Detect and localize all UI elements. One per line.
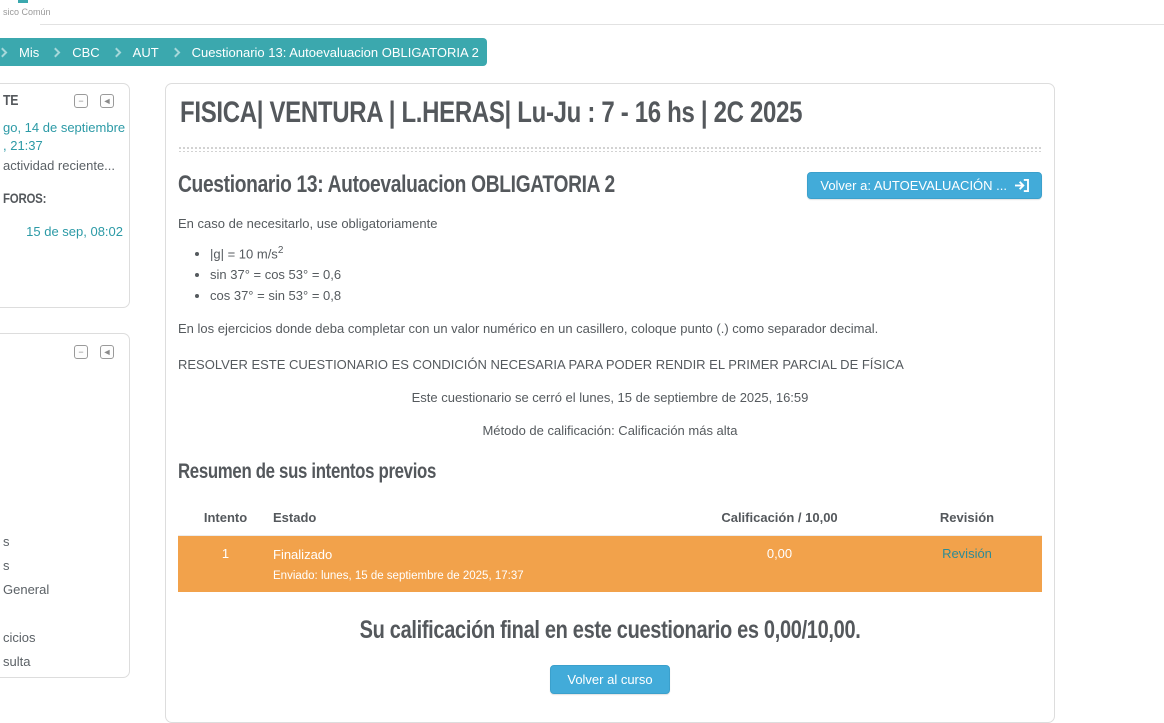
site-logo-fragment xyxy=(18,0,28,3)
list-item: • sin 37° = cos 53° = 0,6 xyxy=(210,264,1042,285)
breadcrumb-item-current: Cuestionario 13: Autoevaluacion OBLIGATORIA 2 xyxy=(191,44,479,60)
main-content-card xyxy=(165,83,1055,723)
quiz-title: Cuestionario 13: Autoevaluacion OBLIGATORIA 2 xyxy=(178,171,615,198)
table-row xyxy=(178,536,1042,592)
back-to-autoevaluacion-button[interactable] xyxy=(807,172,1042,199)
col-header-revision: Revisión xyxy=(939,510,995,526)
collapse-block-icon[interactable]: − xyxy=(74,94,88,108)
dock-block-icon[interactable]: ◄ xyxy=(100,345,114,359)
activity-text-line: actividad reciente... xyxy=(3,158,116,173)
attempt-submitted-date: Enviado: lunes, 15 de septiembre de 2025, 17:37 xyxy=(273,570,524,583)
sidebar-block-recent-activity xyxy=(0,83,130,308)
intro-text: En caso de necesitarlo, use obligatoriamente xyxy=(178,216,438,231)
sign-in-icon xyxy=(1014,179,1029,192)
header-divider xyxy=(40,24,1164,25)
decimal-separator-note: En los ejercicios donde deba completar con un valor numérico en un casillero, coloque punto (.) como separador decimal. xyxy=(178,321,879,337)
grading-method-info: Método de calificación: Calificación más alta xyxy=(482,423,738,439)
final-grade-text: Su calificación final en este cuestionario es 0,00/10,00. xyxy=(359,616,861,645)
chevron-right-icon xyxy=(0,47,7,57)
nav-item[interactable]: cicios xyxy=(3,630,36,645)
attempt-grade: 0,00 xyxy=(766,546,793,562)
nav-item[interactable]: General xyxy=(3,582,50,597)
attempt-state: Finalizado xyxy=(273,547,333,563)
col-header-intento: Intento xyxy=(203,510,248,526)
attempt-state-cell xyxy=(273,546,667,582)
list-item: • |g| = 10 $m/s^2$ xyxy=(210,240,1042,264)
back-button-label: Volver a: AUTOEVALUACIÓN ... xyxy=(820,177,1007,193)
list-item: • cos 37° = sin 53° = 0,8 xyxy=(210,285,1042,306)
dock-block-icon[interactable]: ◄ xyxy=(100,94,114,108)
breadcrumb xyxy=(0,38,487,66)
breadcrumb-item-cbc[interactable]: CBC xyxy=(72,44,100,60)
course-title: FISICA| VENTURA | L.HERAS| Lu-Ju : 7 - 16 hs | 2C 2025 xyxy=(180,96,803,129)
dotted-divider xyxy=(178,146,1042,152)
superscript: 2 xyxy=(277,245,284,256)
required-note: RESOLVER ESTE CUESTIONARIO ES CONDICIÓN NECESARIA PARA PODER RENDIR EL PRIMER PARCIAL DE FÍSICA xyxy=(178,357,904,373)
activity-date-line[interactable]: go, 14 de septiembre xyxy=(3,120,126,135)
activity-date-line[interactable]: , 21:37 xyxy=(3,138,43,153)
col-header-estado: Estado xyxy=(273,510,317,526)
col-header-calificacion: Calificación / 10,00 xyxy=(721,510,838,526)
chevron-right-icon xyxy=(51,47,61,57)
sidebar-block-navigation xyxy=(0,333,130,678)
quiz-closed-info: Este cuestionario se cerró el lunes, 15 de septiembre de 2025, 16:59 xyxy=(411,390,809,406)
constants-list xyxy=(178,240,1042,306)
attempt-number: 1 xyxy=(221,546,230,562)
foro-post-date[interactable]: 15 de sep, 08:02 xyxy=(26,224,123,239)
chevron-right-icon xyxy=(111,47,121,57)
nav-item[interactable]: sulta xyxy=(3,654,31,669)
block-title: TE xyxy=(3,92,19,109)
breadcrumb-item-aut[interactable]: AUT xyxy=(132,44,159,60)
collapse-block-icon[interactable]: − xyxy=(74,345,88,359)
breadcrumb-item-mis[interactable]: Mis xyxy=(19,44,40,60)
nav-item[interactable]: s xyxy=(3,534,10,549)
chevron-right-icon xyxy=(170,47,180,57)
attempts-table xyxy=(178,502,1042,592)
attempts-table-header xyxy=(178,502,1042,536)
review-link[interactable]: Revisión xyxy=(942,546,992,562)
back-to-course-label: Volver al curso xyxy=(567,672,653,688)
back-to-course-button[interactable] xyxy=(550,665,669,694)
nav-item[interactable]: s xyxy=(3,558,10,573)
site-header-text: sico Común xyxy=(3,7,51,17)
foros-heading: FOROS: xyxy=(3,190,47,206)
attempts-summary-heading: Resumen de sus intentos previos xyxy=(178,460,437,484)
